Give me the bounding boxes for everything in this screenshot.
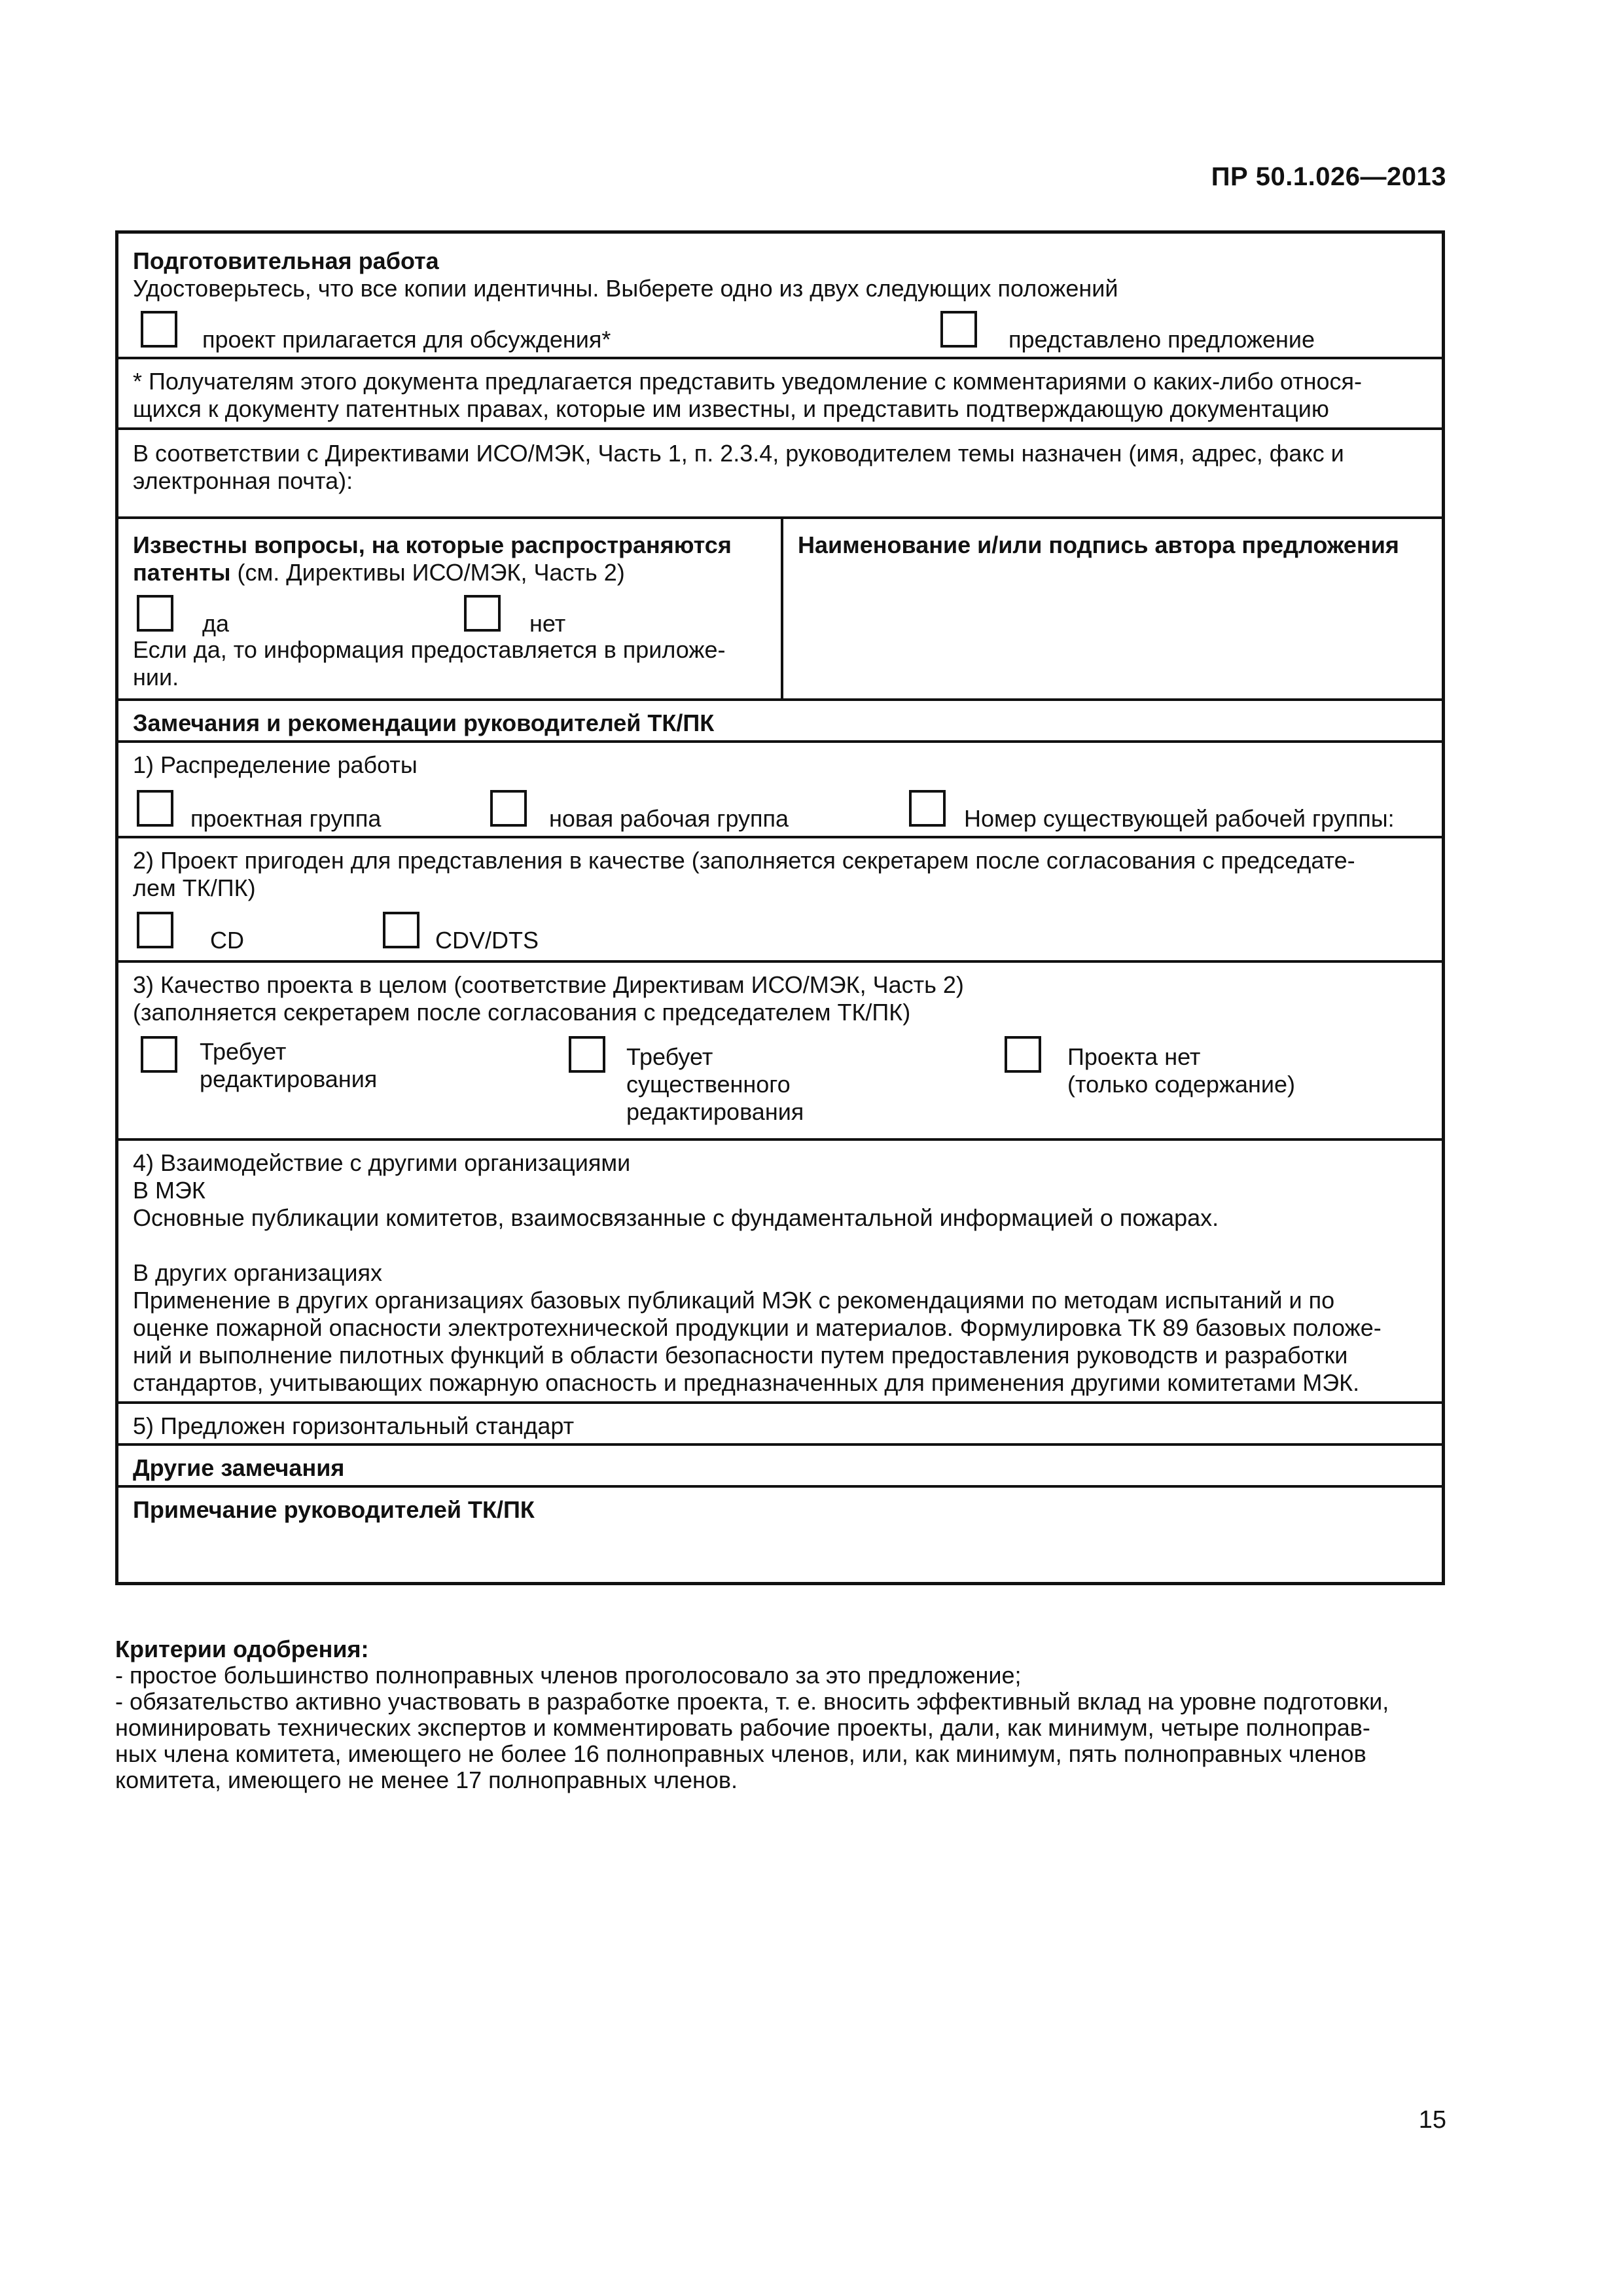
item-4-other-line-3: ний и выполнение пилотных функций в области безопасности путем предоставления руководств и разработки	[133, 1342, 1348, 1369]
remarks-header	[118, 698, 1442, 740]
label-existing-working-group: Номер существующей рабочей группы:	[964, 805, 1395, 832]
label-new-working-group: новая рабочая группа	[549, 805, 789, 832]
leader-line-2: электронная почта):	[133, 467, 353, 494]
checkbox-patents-no[interactable]	[464, 595, 501, 632]
item-1-section	[118, 740, 1442, 836]
label-patents-no: нет	[529, 610, 566, 637]
criteria-line-1: - простое большинство полноправных членов проголосовало за это предложение;	[115, 1662, 1022, 1689]
checkbox-no-draft[interactable]	[1005, 1036, 1041, 1073]
leader-line-1: В соответствии с Директивами ИСО/МЭК, Часть 1, п. 2.3.4, руководителем темы назначен (имя, адрес, факс и	[133, 440, 1344, 467]
patents-title-bold: патенты	[133, 559, 231, 586]
item-2-section	[118, 836, 1442, 960]
label-no-draft-1: Проекта нет	[1067, 1043, 1201, 1070]
footnote-line-1: * Получателям этого документа предлагается представить уведомление с комментариями о каких-либо относя-	[133, 368, 1362, 395]
checkbox-needs-major-editing[interactable]	[569, 1036, 605, 1073]
item-3-section	[118, 960, 1442, 1138]
item-1-title: 1) Распределение работы	[133, 751, 418, 778]
item-3-line-1: 3) Качество проекта в целом (соответствие Директивам ИСО/МЭК, Часть 2)	[133, 971, 964, 998]
label-needs-editing-2: редактирования	[200, 1066, 378, 1092]
criteria-line-5: комитета, имеющего не менее 17 полноправных членов.	[115, 1767, 738, 1793]
other-remarks-section	[118, 1443, 1442, 1485]
checkbox-needs-editing[interactable]	[141, 1036, 177, 1073]
leader-section	[118, 427, 1442, 516]
patents-note-line-2: нии.	[133, 664, 179, 691]
prep-title: Подготовительная работа	[133, 247, 439, 274]
criteria-line-2: - обязательство активно участвовать в разработке проекта, т. е. вносить эффективный вклад на уровне подготовки,	[115, 1688, 1389, 1715]
item-4-other-line-2: оценке пожарной опасности электротехнической продукции и материалов. Формулировка ТК 89 базовых положе-	[133, 1314, 1382, 1341]
author-title: Наименование и/или подпись автора предложения	[798, 531, 1399, 558]
label-cdv-dts: CDV/DTS	[435, 927, 539, 954]
checkbox-cd[interactable]	[137, 912, 173, 948]
item-4-section	[118, 1138, 1442, 1401]
chair-note-title: Примечание руководителей ТК/ПК	[133, 1496, 535, 1523]
patents-title-line-1: Известны вопросы, на которые распространяются	[133, 531, 732, 558]
proposal-form	[115, 230, 1445, 1585]
criteria-line-3: номинировать технических экспертов и комментировать рабочие проекты, дали, как минимум, четыре полноправ-	[115, 1714, 1370, 1741]
checkbox-cdv-dts[interactable]	[383, 912, 419, 948]
item-4-iec-label: В МЭК	[133, 1177, 205, 1204]
label-draft-attached: проект прилагается для обсуждения*	[202, 326, 611, 353]
chair-note-section	[118, 1485, 1442, 1582]
checkbox-existing-working-group[interactable]	[909, 790, 946, 827]
checkbox-proposal-submitted[interactable]	[940, 311, 977, 348]
label-proposal-submitted: представлено предложение	[1008, 326, 1315, 353]
checkbox-project-group[interactable]	[137, 790, 173, 827]
footnote-section	[118, 357, 1442, 427]
label-no-draft-2: (только содержание)	[1067, 1071, 1296, 1098]
label-needs-major-editing-2: существенного	[626, 1071, 791, 1098]
patents-title-line-2	[133, 560, 625, 586]
label-project-group: проектная группа	[190, 805, 382, 832]
patents-title-rest: (см. Директивы ИСО/МЭК, Часть 2)	[230, 559, 625, 586]
patents-column	[118, 519, 783, 698]
item-3-line-2: (заполняется секретарем после согласования с председателем ТК/ПК)	[133, 999, 911, 1026]
patents-section	[118, 516, 1442, 698]
patents-note-line-1: Если да, то информация предоставляется в приложе-	[133, 636, 726, 663]
prep-text: Удостоверьтесь, что все копии идентичны. Выберете одно из двух следующих положений	[133, 275, 1118, 302]
author-column	[783, 519, 1442, 698]
checkbox-draft-attached[interactable]	[141, 311, 177, 348]
item-4-other-line-4: стандартов, учитывающих пожарную опасность и предназначенных для применения другими комитетами МЭК.	[133, 1369, 1360, 1396]
other-remarks-title: Другие замечания	[133, 1454, 345, 1481]
label-needs-major-editing-3: редактирования	[626, 1098, 804, 1125]
label-patents-yes: да	[202, 610, 230, 637]
item-4-other-label: В других организациях	[133, 1259, 383, 1286]
label-needs-editing-1: Требует	[200, 1038, 287, 1065]
item-2-line-2: лем ТК/ПК)	[133, 874, 256, 901]
checkbox-patents-yes[interactable]	[137, 595, 173, 632]
prep-section	[118, 234, 1442, 357]
label-cd: CD	[210, 927, 244, 954]
footnote-line-2: щихся к документу патентных правах, которые им известны, и представить подтверждающую документацию	[133, 395, 1329, 422]
page-number: 15	[1418, 2106, 1446, 2134]
document-code: ПР 50.1.026—2013	[1211, 162, 1446, 191]
item-2-line-1: 2) Проект пригоден для представления в качестве (заполняется секретарем после согласования с председате-	[133, 847, 1355, 874]
item-4-iec-text: Основные публикации комитетов, взаимосвязанные с фундаментальной информацией о пожарах.	[133, 1204, 1219, 1231]
item-4-title: 4) Взаимодействие с другими организациями	[133, 1149, 631, 1176]
remarks-title: Замечания и рекомендации руководителей ТК/ПК	[133, 709, 715, 736]
checkbox-new-working-group[interactable]	[490, 790, 527, 827]
item-5-section	[118, 1401, 1442, 1443]
label-needs-major-editing-1: Требует	[626, 1043, 713, 1070]
criteria-title: Критерии одобрения:	[115, 1636, 369, 1662]
item-4-other-line-1: Применение в других организациях базовых публикаций МЭК с рекомендациями по методам испытаний и по	[133, 1287, 1335, 1314]
item-5-text: 5) Предложен горизонтальный стандарт	[133, 1412, 575, 1439]
criteria-line-4: ных члена комитета, имеющего не более 16 полноправных членов, или, как минимум, пять полноправных членов	[115, 1740, 1366, 1767]
approval-criteria	[115, 1636, 1445, 1793]
